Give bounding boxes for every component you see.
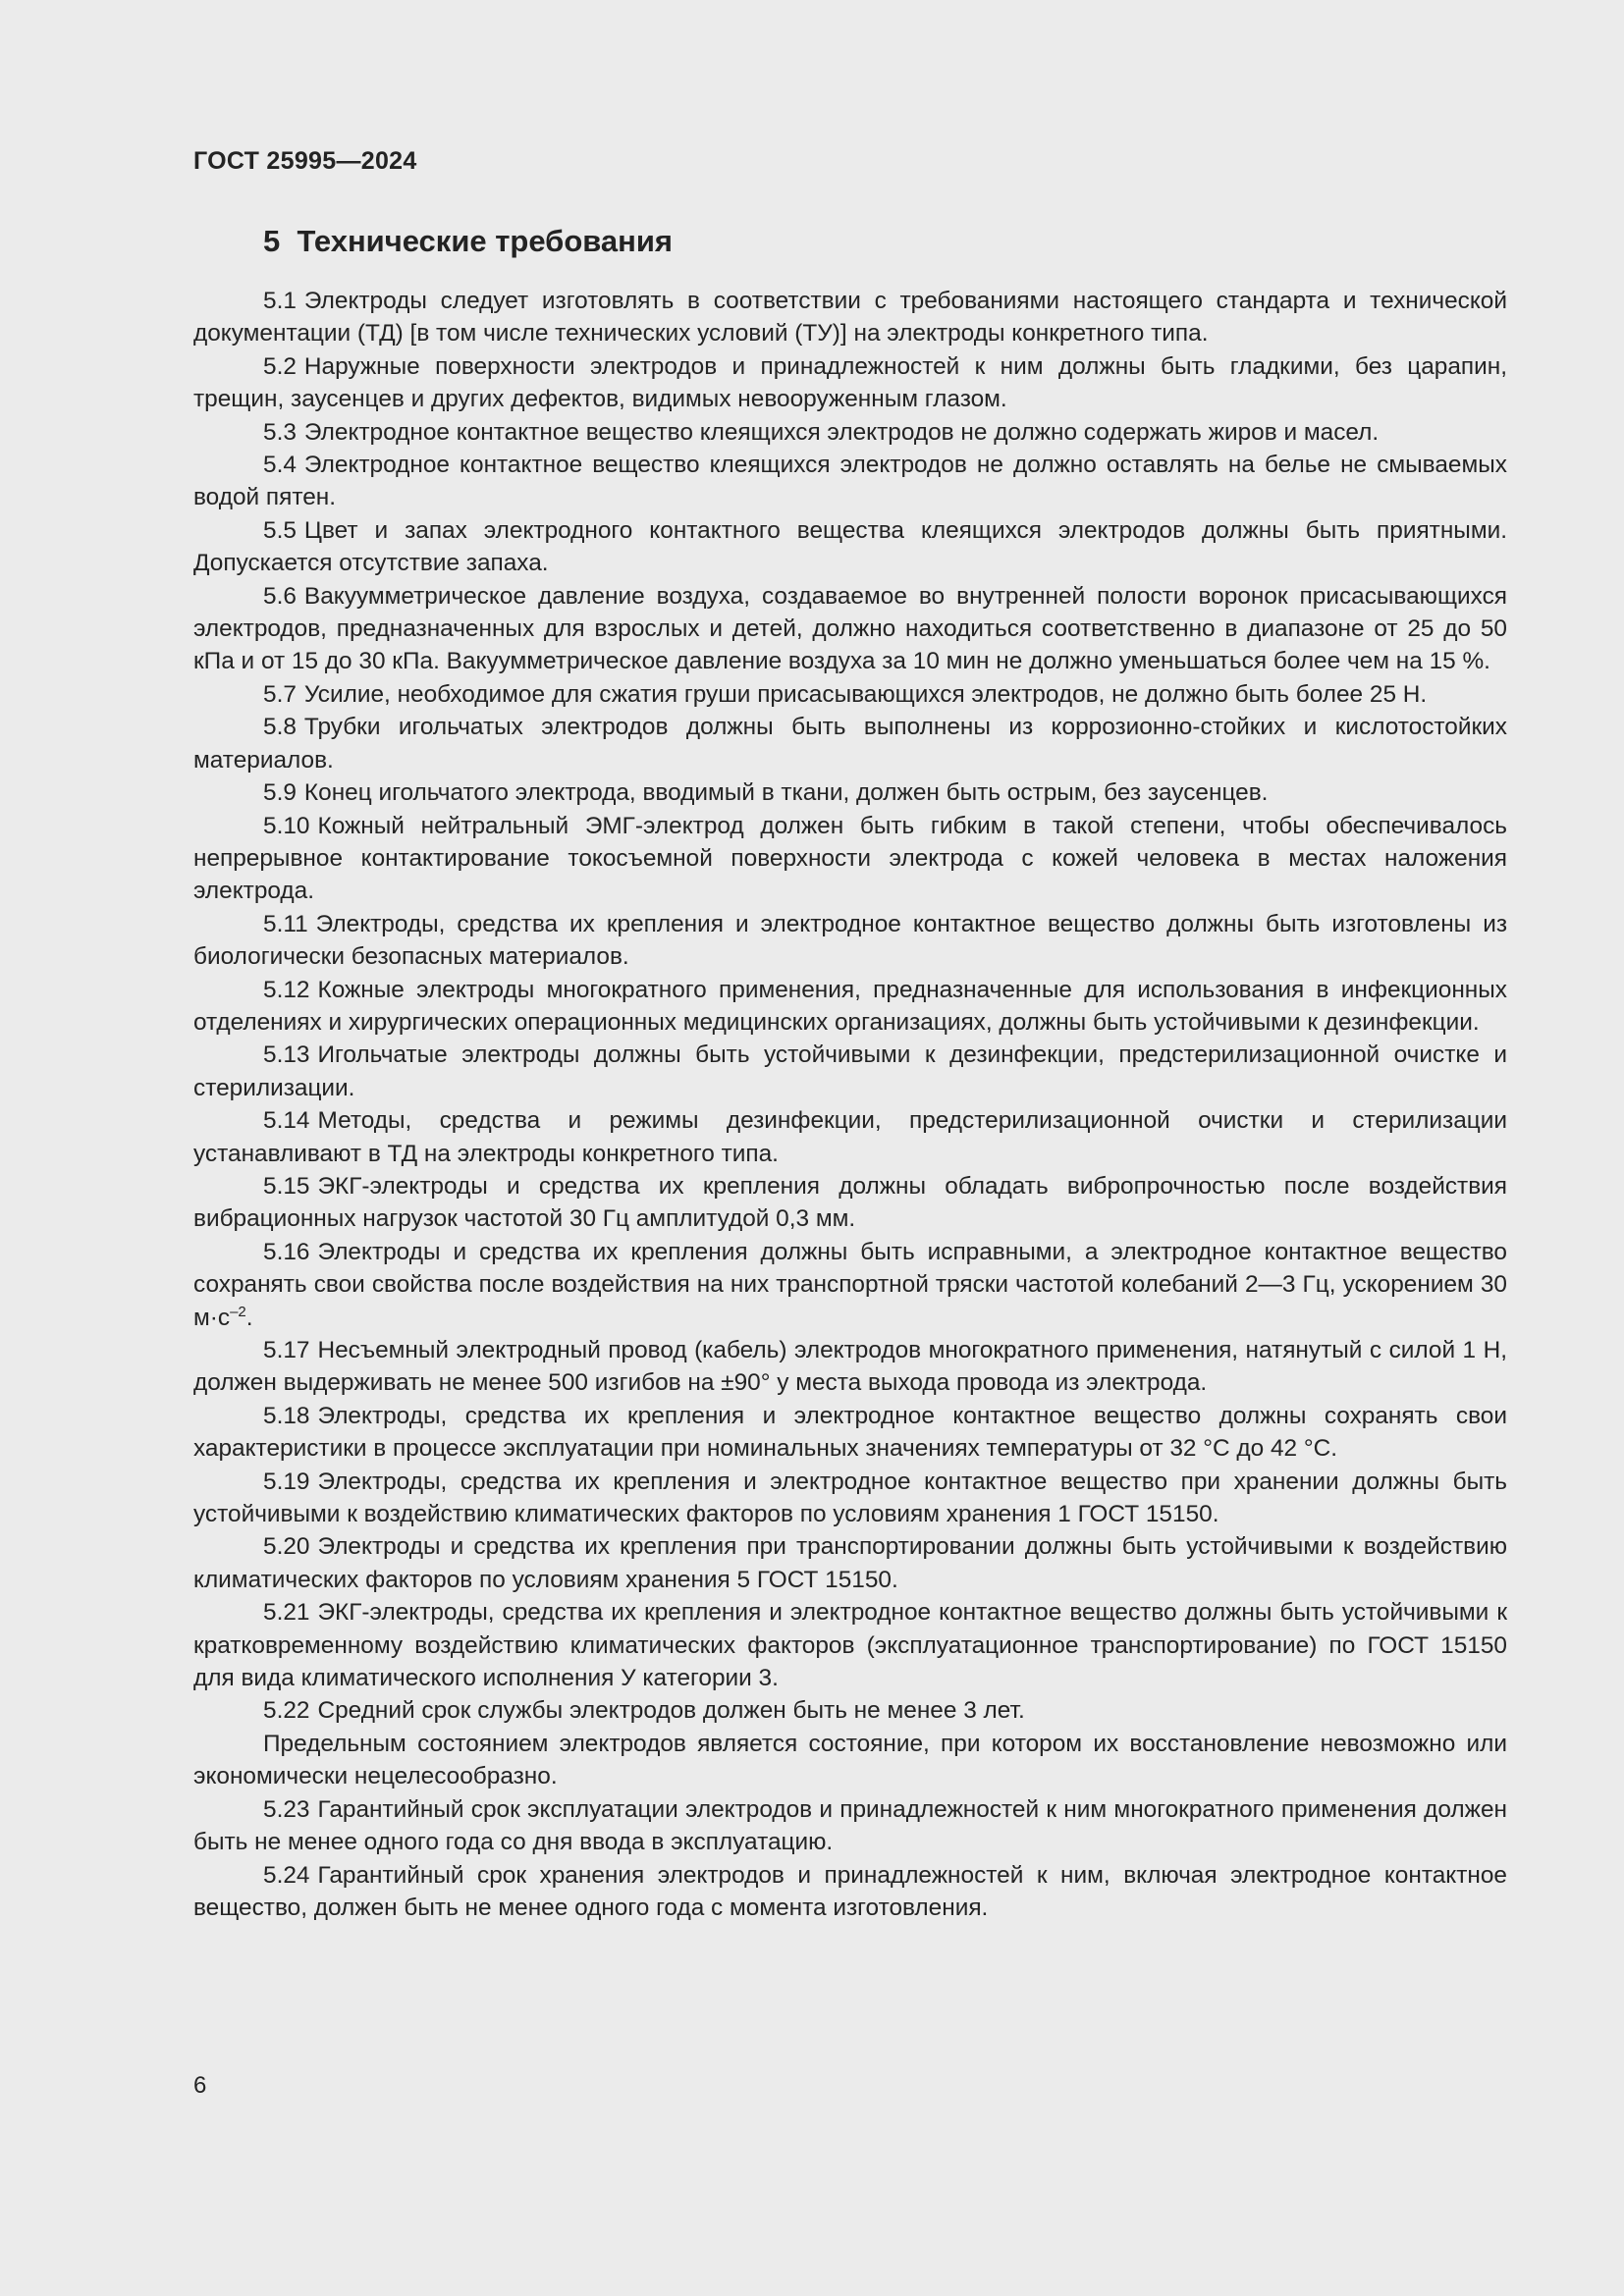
standard-header: ГОСТ 25995—2024	[193, 147, 417, 175]
clause-number: 5.23	[263, 1795, 310, 1823]
clause-text: Электроды и средства их крепления должны быть исправными, а электродное контактное вещество сохранять свои свойства после воздействия на них транспортной тряски частотой колебаний 2—3 Гц, ускорением 30 м·с	[193, 1238, 1507, 1331]
clause-text: Гарантийный срок хранения электродов и принадлежностей к ним, включая электродное контактное вещество, должен быть не менее одного года с момента изготовления.	[193, 1861, 1507, 1921]
clause-text: Электроды следует изготовлять в соответствии с требованиями настоящего стандарта и технической документации (ТД) [в том числе технических условий (ТУ)] на электроды конкретного типа.	[193, 288, 1507, 347]
clause-paragraph	[193, 580, 1507, 678]
clause-paragraph	[193, 776, 1507, 809]
clause-number: 5.19	[263, 1468, 310, 1495]
page-number: 6	[193, 2072, 207, 2099]
clause-number: 5.24	[263, 1861, 310, 1889]
section-title: Технические требования	[297, 224, 674, 258]
clause-text: Средний срок службы электродов должен быть не менее 3 лет.	[317, 1697, 1025, 1725]
clause-text: Электродное контактное вещество клеящихся электродов не должно оставлять на белье не смываемых водой пятен.	[193, 452, 1507, 511]
clause-number: 5.13	[263, 1041, 310, 1069]
clause-paragraph	[193, 974, 1507, 1040]
clause-number: 5.6	[263, 582, 297, 610]
clause-text-tail: .	[245, 1304, 253, 1331]
clause-paragraph	[193, 1728, 1507, 1793]
section-number: 5	[263, 224, 281, 258]
clause-paragraph	[193, 1334, 1507, 1400]
clause-number: 5.5	[263, 516, 297, 544]
clause-number: 5.14	[263, 1107, 310, 1135]
clause-number: 5.12	[263, 976, 310, 1003]
clause-paragraph	[193, 1859, 1507, 1925]
clause-number: 5.8	[263, 714, 297, 741]
clause-text: Электроды, средства их крепления и электродное контактное вещество должны сохранять свои характеристики в процессе эксплуатации при номинальных значениях температуры от 32 °С до 42 °С.	[193, 1402, 1507, 1463]
clause-paragraph	[193, 1694, 1507, 1727]
clause-paragraph	[193, 1236, 1507, 1334]
clause-text: Предельным состоянием электродов является состояние, при котором их восстановление невозможно или экономически нецелесообразно.	[193, 1730, 1507, 1790]
clause-number: 5.4	[263, 452, 297, 479]
clause-paragraph	[193, 678, 1507, 711]
clause-superscript: –2	[230, 1303, 246, 1320]
clause-number: 5.1	[263, 288, 297, 314]
clause-paragraph	[193, 1104, 1507, 1170]
clause-number: 5.18	[263, 1402, 310, 1429]
clause-text: Несъемный электродный провод (кабель) электродов многократного применения, натянутый с силой 1 Н, должен выдерживать не менее 500 изгибов на ±90° у места выхода провода из электрода.	[193, 1337, 1507, 1397]
clause-text: Конец игольчатого электрода, вводимый в ткани, должен быть острым, без заусенцев.	[303, 779, 1269, 807]
clause-paragraph	[193, 711, 1507, 776]
clause-number: 5.22	[263, 1697, 310, 1725]
clause-text: Трубки игольчатых электродов должны быть выполнены из коррозионно-стойких и кислотостойких материалов.	[193, 714, 1507, 774]
clause-text: Гарантийный срок эксплуатации электродов и принадлежностей к ним многократного применения должен быть не менее одного года со дня ввода в эксплуатацию.	[193, 1795, 1507, 1856]
clause-number: 5.15	[263, 1172, 310, 1200]
clause-number: 5.3	[263, 418, 297, 446]
section-body	[193, 285, 1507, 1924]
clause-text: Электроды, средства их крепления и электродное контактное вещество при хранении должны быть устойчивыми к воздействию климатических факторов по условиям хранения 1 ГОСТ 15150.	[193, 1468, 1507, 1528]
section-heading	[263, 224, 673, 259]
clause-text: Кожные электроды многократного применения, предназначенные для использования в инфекционных отделениях и хирургических операционных медицинских организациях, должны быть устойчивыми к дезинфекции.	[193, 976, 1507, 1036]
clause-number: 5.21	[263, 1599, 310, 1627]
clause-text: ЭКГ-электроды, средства их крепления и электродное контактное вещество должны быть устойчивыми к кратковременному воздействию климатических факторов (эксплуатационное транспортирование) по ГОСТ 15150 для вида климатического исполнения У категории 3.	[193, 1599, 1507, 1692]
clause-paragraph	[193, 449, 1507, 514]
clause-text: Игольчатые электроды должны быть устойчивыми к дезинфекции, предстерилизационной очистке и стерилизации.	[193, 1041, 1507, 1101]
clause-paragraph	[193, 1596, 1507, 1694]
clause-paragraph	[193, 514, 1507, 580]
clause-text: Усилие, необходимое для сжатия груши присасывающихся электродов, не должно быть более 25 Н.	[303, 680, 1428, 708]
clause-paragraph	[193, 1400, 1507, 1466]
clause-paragraph	[193, 1170, 1507, 1236]
clause-number: 5.20	[263, 1533, 310, 1561]
clause-number: 5.11	[263, 910, 308, 937]
clause-text: Вакуумметрическое давление воздуха, создаваемое во внутренней полости воронок присасывающихся электродов, предназначенных для взрослых и детей, должно находиться соответственно в диапазоне от 25 до 50 кПа и от 15 до 30 кПа. Вакуумметрическое давление воздуха за 10 мин не должно уменьшаться более чем на 15 %.	[193, 582, 1507, 675]
clause-paragraph	[193, 908, 1507, 974]
clause-paragraph	[193, 1039, 1507, 1104]
clause-paragraph	[193, 810, 1507, 908]
clause-text: ЭКГ-электроды и средства их крепления должны обладать вибропрочностью после воздействия вибрационных нагрузок частотой 30 Гц амплитудой 0,3 мм.	[193, 1172, 1507, 1233]
clause-text: Электроды и средства их крепления при транспортировании должны быть устойчивыми к воздействию климатических факторов по условиям хранения 5 ГОСТ 15150.	[193, 1533, 1507, 1593]
clause-paragraph	[193, 1466, 1507, 1531]
clause-paragraph	[193, 350, 1507, 416]
clause-text: Методы, средства и режимы дезинфекции, предстерилизационной очистки и стерилизации устанавливают в ТД на электроды конкретного типа.	[193, 1107, 1507, 1167]
clause-paragraph	[193, 1530, 1507, 1596]
clause-text: Цвет и запах электродного контактного вещества клеящихся электродов должны быть приятными. Допускается отсутствие запаха.	[193, 516, 1507, 577]
clause-number: 5.16	[263, 1238, 310, 1265]
clause-text: Электроды, средства их крепления и электродное контактное вещество должны быть изготовлены из биологически безопасных материалов.	[193, 910, 1507, 971]
clause-text: Кожный нейтральный ЭМГ-электрод должен быть гибким в такой степени, чтобы обеспечивалось непрерывное контактирование токосъемной поверхности электрода с кожей человека в местах наложения электрода.	[193, 812, 1507, 905]
clause-text: Наружные поверхности электродов и принадлежностей к ним должны быть гладкими, без царапин, трещин, заусенцев и других дефектов, видимых невооруженным глазом.	[193, 352, 1507, 413]
clause-number: 5.2	[263, 352, 297, 380]
clause-number: 5.10	[263, 812, 310, 839]
clause-paragraph	[193, 1793, 1507, 1859]
clause-number: 5.9	[263, 779, 297, 807]
clause-text: Электродное контактное вещество клеящихся электродов не должно содержать жиров и масел.	[303, 418, 1380, 446]
clause-number: 5.17	[263, 1337, 310, 1363]
clause-number: 5.7	[263, 680, 297, 708]
clause-paragraph	[193, 416, 1507, 449]
clause-paragraph	[193, 285, 1507, 350]
